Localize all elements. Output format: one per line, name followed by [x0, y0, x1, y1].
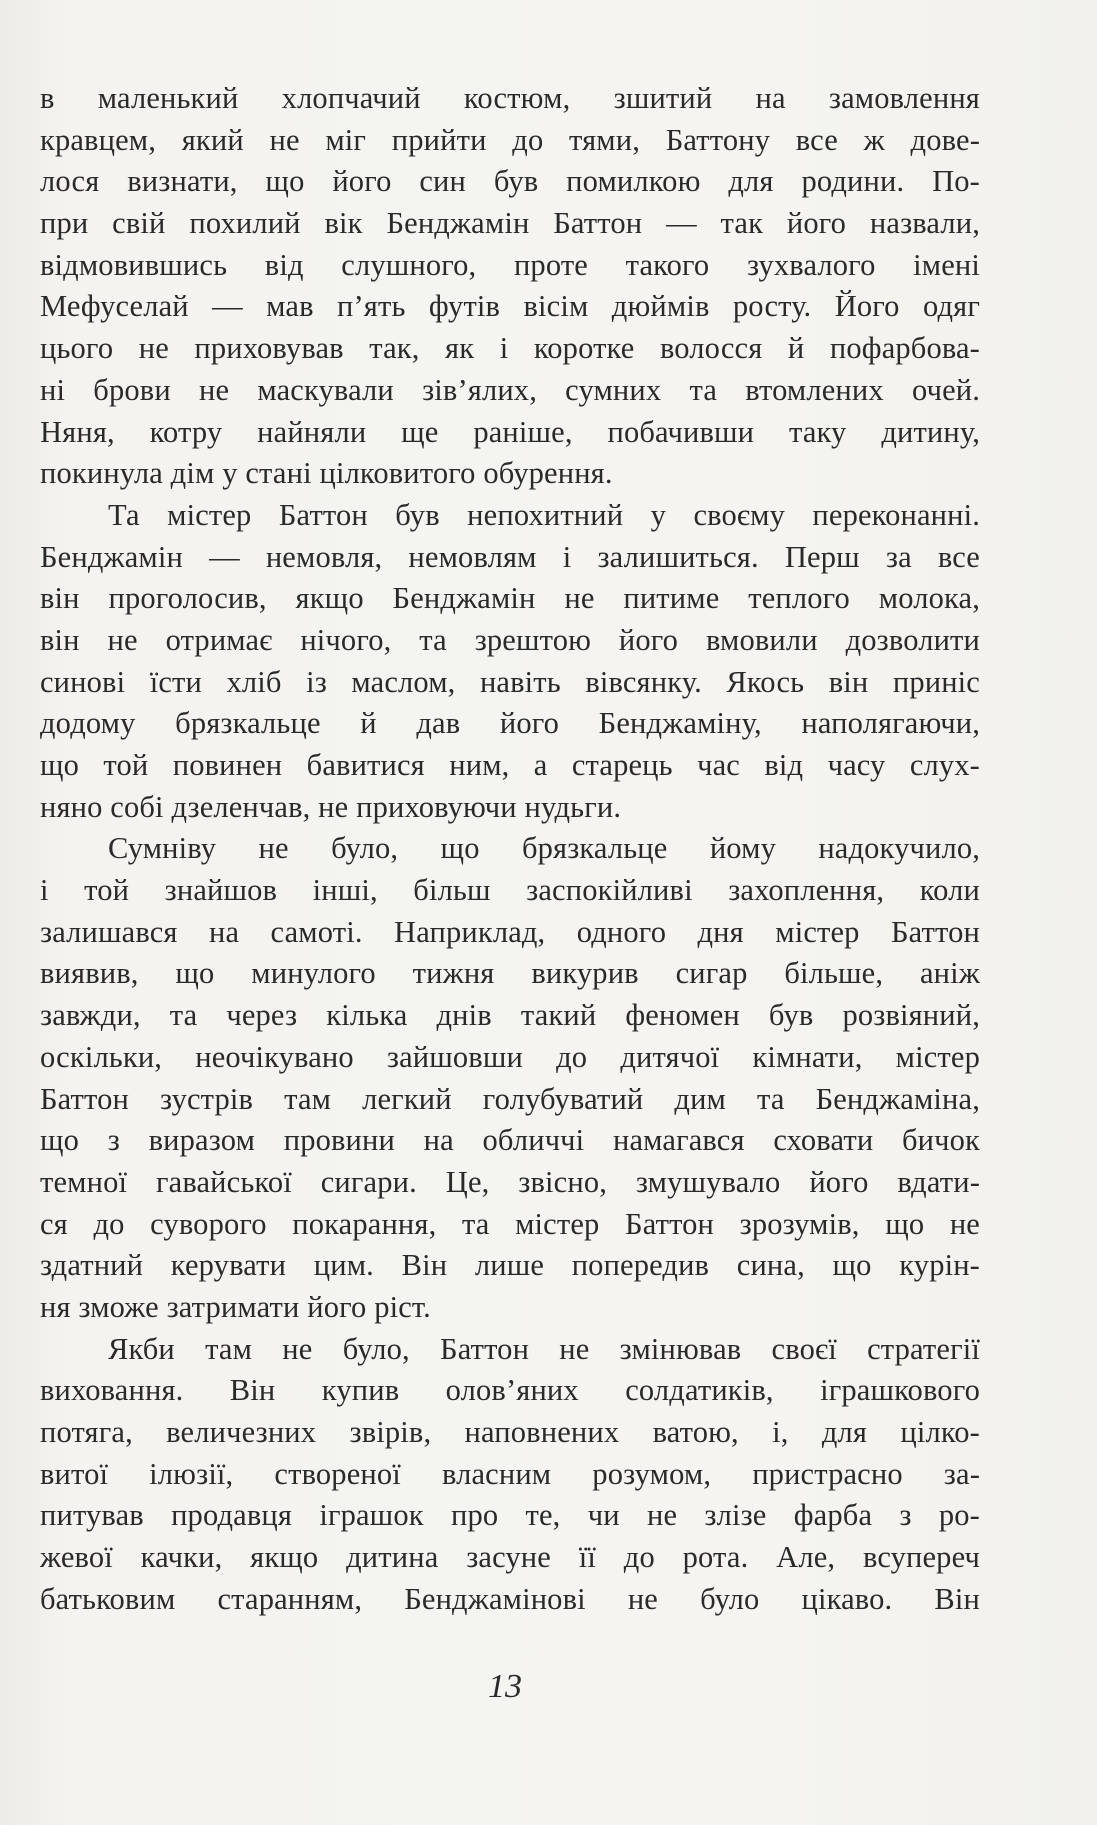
text-line: Сумніву не було, що брязкальце йому надокучило,: [108, 831, 980, 866]
text-line: цього не приховував так, як і коротке волосся й пофарбова-: [40, 331, 980, 366]
text-line: потяга, величезних звірів, наповнених ватою, і, для цілко-: [40, 1415, 980, 1449]
paragraph: [40, 495, 980, 829]
text-line: оскільки, неочікувано зайшовши до дитячої кімнати, містер: [40, 1039, 980, 1074]
text-line: ня зможе затримати його ріст.: [40, 1289, 431, 1324]
text-line: витої ілюзії, створеної власним розумом, пристрасно за-: [40, 1456, 980, 1491]
paragraph: [40, 828, 980, 1328]
text-line: і той знайшов інші, більш заспокійливі захоплення, коли: [40, 873, 980, 908]
text-line: при свій похилий вік Бенджамін Баттон — так його назвали,: [40, 206, 980, 241]
text-line: Мефуселай — мав п’ять футів вісім дюймів росту. Його одяг: [40, 289, 980, 324]
text-line: що з виразом провини на обличчі намагався сховати бичок: [40, 1123, 980, 1158]
text-line: батьковим старанням, Бенджамінові не було цікаво. Він: [40, 1581, 980, 1616]
text-line: Бенджамін — немовля, немовлям і залишиться. Перш за все: [40, 539, 980, 574]
text-line: що той повинен бавитися ним, а старець час від часу слух-: [40, 748, 980, 782]
text-line: Якби там не було, Баттон не змінював своєї стратегії: [108, 1331, 980, 1366]
text-line: питував продавця іграшок про те, чи не злізе фарба з ро-: [40, 1498, 980, 1533]
text-line: здатний керувати цим. Він лише попередив сина, що курін-: [40, 1248, 980, 1283]
body-text: [40, 78, 980, 1620]
text-line: ся до суворого покарання, та містер Баттон зрозумів, що не: [40, 1206, 980, 1241]
text-line: в маленький хлопчачий костюм, зшитий на замовлення: [40, 81, 980, 115]
text-line: виховання. Він купив олов’яних солдатиків, іграшкового: [40, 1373, 980, 1408]
text-line: ні брови не маскували зів’ялих, сумних та втомлених очей.: [40, 372, 980, 407]
text-line: відмовившись від слушного, проте такого зухвалого імені: [40, 247, 980, 282]
text-line: завжди, та через кілька днів такий феномен був розвіяний,: [40, 998, 980, 1033]
text-line: няно собі дзеленчав, не приховуючи нудьги.: [40, 789, 622, 824]
page-number: 13: [488, 1668, 522, 1705]
text-line: він не отримає нічого, та зрештою його вмовили дозволити: [40, 622, 980, 657]
text-line: додому брязкальце й дав його Бенджаміну, наполягаючи,: [40, 706, 980, 741]
text-line: Баттон зустрів там легкий голубуватий дим та Бенджаміна,: [40, 1081, 980, 1116]
text-line: виявив, що минулого тижня викурив сигар більше, аніж: [40, 956, 980, 991]
paragraph: [40, 78, 980, 495]
text-line: покинула дім у стані цілковитого обурення.: [40, 456, 613, 491]
text-line: кравцем, який не міг прийти до тями, Баттону все ж дове-: [40, 122, 980, 157]
text-line: жевої качки, якщо дитина засуне її до рота. Але, всупереч: [40, 1540, 980, 1575]
text-line: синові їсти хліб із маслом, навіть вівсянку. Якось він приніс: [40, 664, 980, 699]
text-line: Та містер Баттон був непохитний у своєму переконанні.: [108, 497, 980, 532]
text-line: лося визнати, що його син був помилкою для родини. По-: [40, 164, 980, 199]
paragraph: [40, 1329, 980, 1621]
text-line: залишався на самоті. Наприклад, одного дня містер Баттон: [40, 914, 980, 949]
text-line: він проголосив, якщо Бенджамін не питиме теплого молока,: [40, 581, 980, 616]
text-line: темної гавайської сигари. Це, звісно, змушувало його вдати-: [40, 1164, 980, 1199]
text-line: Няня, котру найняли ще раніше, побачивши таку дитину,: [40, 414, 980, 449]
